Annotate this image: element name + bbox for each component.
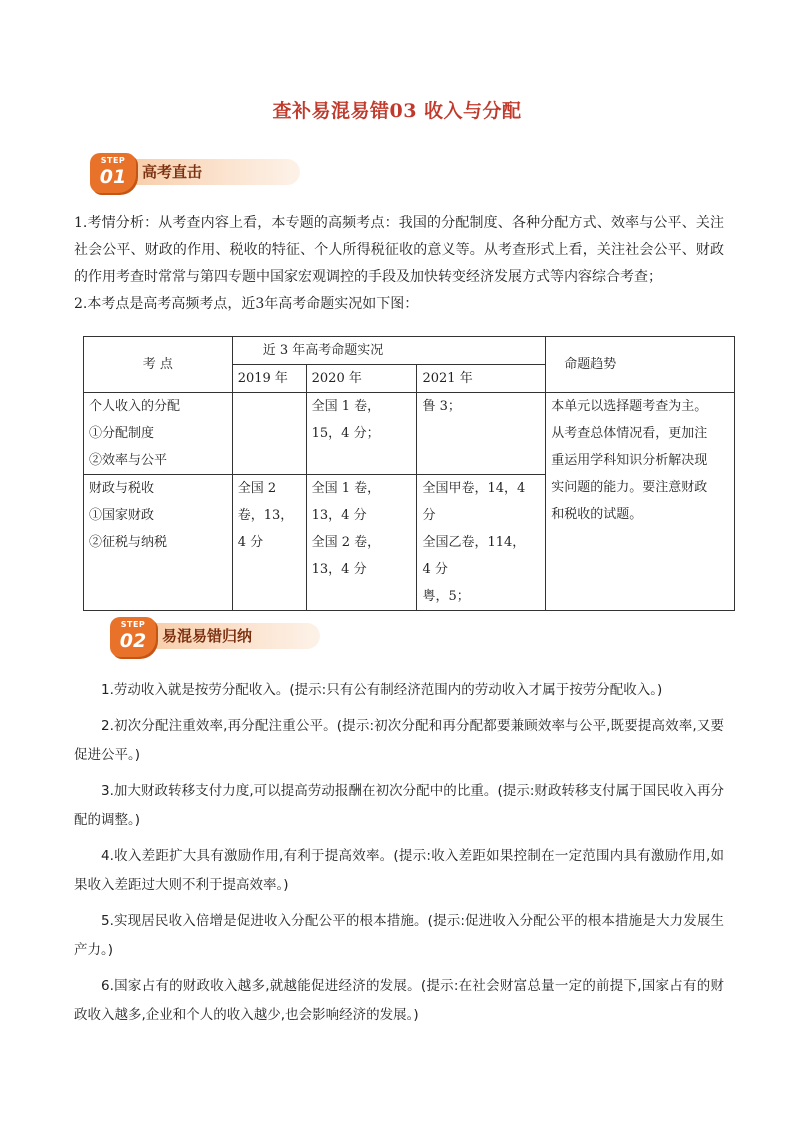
table-row bbox=[84, 393, 735, 475]
header-kaodian: 考 点 bbox=[84, 337, 233, 393]
header-year: 2021 年 bbox=[417, 365, 546, 393]
trend-cell bbox=[546, 393, 735, 611]
topic-line: 个人收入的分配 bbox=[89, 399, 181, 414]
cell-line: 全国 2 卷， bbox=[311, 535, 381, 550]
step-label: STEP bbox=[100, 156, 126, 165]
topic-line: 财政与税收 bbox=[89, 481, 155, 496]
year-cell-2020 bbox=[306, 393, 417, 475]
cell-line: 13，4 分 bbox=[311, 562, 367, 577]
topic-line: ②征税与纳税 bbox=[89, 535, 168, 550]
year-cell-2019 bbox=[232, 475, 306, 611]
cell-line: 全国 1 卷， bbox=[311, 399, 381, 414]
step-title: 高考直击 bbox=[142, 163, 203, 181]
cell-line: 4 分 bbox=[422, 562, 448, 577]
step-badge bbox=[110, 617, 156, 657]
step-title: 易混易错归纳 bbox=[162, 627, 253, 645]
trend-line: 本单元以选择题考查为主。 bbox=[551, 399, 708, 414]
list-item: 2.初次分配注重效率,再分配注重公平。(提示:初次分配和再分配都要兼顾效率与公平,既要提高效率,又要促进公平。) bbox=[74, 718, 724, 763]
step-number: 02 bbox=[119, 630, 147, 652]
list-item: 6.国家占有的财政收入越多,就越能促进经济的发展。(提示:在社会财富总量一定的前提下,国家占有的财政收入越多,企业和个人的收入越少,也会影响经济的发展。) bbox=[74, 978, 724, 1023]
trend-line: 和税收的试题。 bbox=[551, 507, 643, 522]
list-item: 5.实现居民收入倍增是促进收入分配公平的根本措施。(提示:促进收入分配公平的根本措施是大力发展生产力。) bbox=[74, 913, 724, 958]
cell-line: 全国 1 卷， bbox=[311, 481, 381, 496]
topic-line: ①分配制度 bbox=[89, 426, 155, 441]
table-header-row bbox=[84, 337, 735, 365]
list-item: 4.收入差距扩大具有激励作用,有利于提高效率。(提示:收入差距如果控制在一定范围内具有激励作用,如果收入差距过大则不利于提高效率。) bbox=[74, 848, 724, 893]
cell-line: 粤，5； bbox=[422, 589, 470, 604]
year-cell-2020 bbox=[306, 475, 417, 611]
cell-line: 15，4 分； bbox=[311, 426, 380, 441]
cell-line: 全国甲卷，14，4 bbox=[422, 481, 526, 496]
step-02-header bbox=[104, 617, 324, 661]
exam-table bbox=[83, 336, 735, 611]
header-year: 2020 年 bbox=[306, 365, 417, 393]
cell-line: 卷，13， bbox=[237, 508, 294, 523]
step-banner bbox=[110, 159, 300, 185]
topic-line: ②效率与公平 bbox=[89, 453, 168, 468]
step-badge bbox=[90, 153, 136, 193]
header-year: 2019 年 bbox=[232, 365, 306, 393]
tips-list bbox=[74, 676, 724, 1037]
cell-line: 全国乙卷，114， bbox=[422, 535, 526, 550]
step-01-header bbox=[84, 153, 304, 197]
topic-cell bbox=[84, 393, 233, 475]
header-recent: 近 3 年高考命题实况 bbox=[232, 337, 546, 365]
header-trend: 命题趋势 bbox=[546, 337, 735, 393]
year-cell-2021 bbox=[417, 475, 546, 611]
year-cell-2019 bbox=[232, 393, 306, 475]
trend-line: 重运用学科知识分析解决现 bbox=[551, 453, 708, 468]
step-label: STEP bbox=[120, 620, 146, 629]
trend-line: 实问题的能力。要注意财政 bbox=[551, 480, 708, 495]
intro-paragraph-1: 1.考情分析：从考查内容上看，本专题的高频考点：我国的分配制度、各种分配方式、效率与公平、关注社会公平、财政的作用、税收的特征、个人所得税征收的意义等。从考查形式上看，关注社会公平、财政的作用考查时常常与第四专题中国家宏观调控的手段及加快转变经济发展方式等内容综合考查； bbox=[74, 215, 724, 285]
list-item: 1.劳动收入就是按劳分配收入。(提示:只有公有制经济范围内的劳动收入才属于按劳分配收入。) bbox=[101, 682, 663, 698]
step-number: 01 bbox=[99, 166, 127, 188]
cell-line: 分 bbox=[422, 508, 436, 523]
intro-paragraph-2: 2.本考点是高考高频考点，近3年高考命题实况如下图： bbox=[74, 296, 419, 312]
page-title: 查补易混易错03 收入与分配 bbox=[272, 100, 522, 122]
year-cell-2021 bbox=[417, 393, 546, 475]
trend-line: 从考查总体情况看，更加注 bbox=[551, 426, 708, 441]
topic-cell bbox=[84, 475, 233, 611]
cell-line: 全国 2 bbox=[237, 481, 277, 496]
list-item: 3.加大财政转移支付力度,可以提高劳动报酬在初次分配中的比重。(提示:财政转移支付属于国民收入再分配的调整。) bbox=[74, 783, 724, 828]
cell-line: 鲁 3； bbox=[422, 399, 461, 414]
cell-line: 4 分 bbox=[237, 535, 264, 550]
topic-line: ①国家财政 bbox=[89, 508, 155, 523]
cell-line: 13，4 分 bbox=[311, 508, 367, 523]
